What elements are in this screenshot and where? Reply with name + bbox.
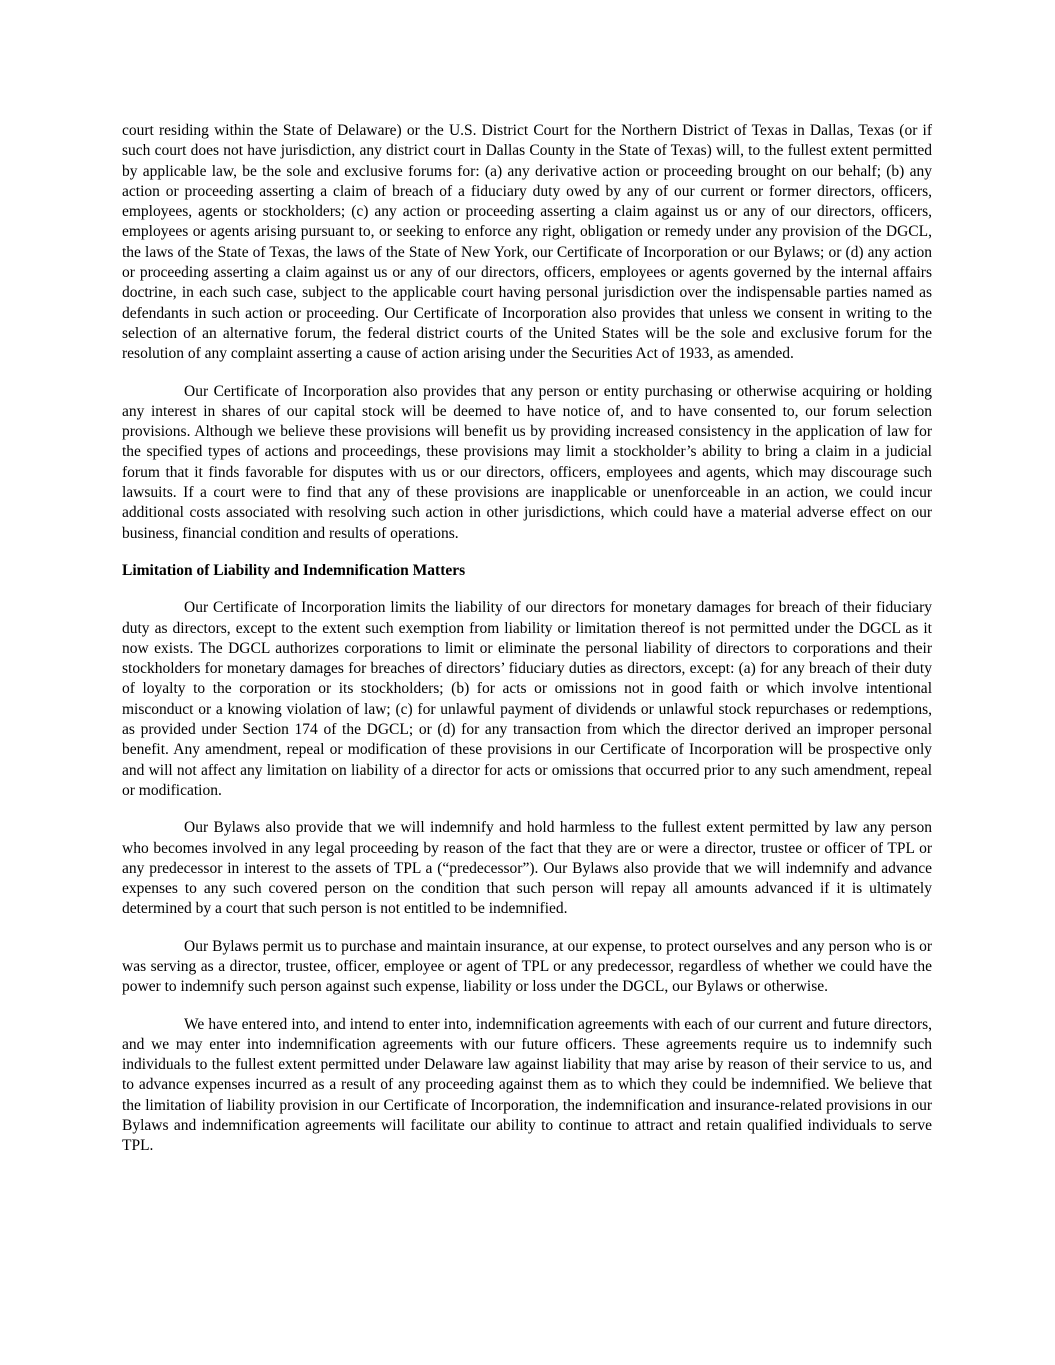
paragraph-director-liability-limits: Our Certificate of Incorporation limits the liability of our directors for monetary damages for breach of their fiduciary duty as directors, except to the extent such exemption from liability or limitation thereof is not permitted under the DGCL as it now exists. The DGCL authorizes corporations to limit or eliminate the personal liability of directors to corporations and their stockholders for monetary damages for breaches of directors’ fiduciary duties as directors, except: (a) for any breach of their duty of loyalty to the corporation or its stockholders; (b) for acts or omissions not in good faith or which involve intentional misconduct or a knowing violation of law; (c) for unlawful payment of dividends or unlawful stock repurchases or redemptions, as provided under Section 174 of the DGCL; or (d) for any transaction from which the director derived an improper personal benefit. Any amendment, repeal or modification of these provisions in our Certificate of Incorporation will be prospective only and will not affect any limitation on liability of a director for acts or omissions that occurred prior to any such amendment, repeal or modification. (122, 599, 932, 799)
paragraph-forum-selection-continuation: court residing within the State of Delaware) or the U.S. District Court for the Northern District of Texas in Dallas, Texas (or if such court does not have jurisdiction, any district court in Dallas County in the State of Texas) will, to the fullest extent permitted by applicable law, be the sole and exclusive forums for: (a) any derivative action or proceeding brought on our behalf; (b) any action or proceeding asserting a claim of breach of a fiduciary duty owed by any of our current or former directors, officers, employees, agents or stockholders; (c) any action or proceeding asserting a claim against us or any of our directors, officers, employees or agents arising pursuant to, or seeking to enforce any right, obligation or remedy under any provision of the DGCL, the laws of the State of Texas, the laws of the State of New York, our Certificate of Incorporation or our Bylaws; or (d) any action or proceeding asserting a claim against us or any of our directors, officers, employees or agents governed by the internal affairs doctrine, in each such case, subject to the applicable court having personal jurisdiction over the indispensable parties named as defendants in such action or proceeding. Our Certificate of Incorporation also provides that unless we consent in writing to the selection of an alternative forum, the federal district courts of the United States will be the sole and exclusive forum for the resolution of any complaint asserting a cause of action arising under the Securities Act of 1933, as amended. (122, 122, 932, 363)
paragraph-bylaws-indemnification: Our Bylaws also provide that we will indemnify and hold harmless to the fullest extent permitted by law any person who becomes involved in any legal proceeding by reason of the fact that they are or were a director, trustee or officer of TPL or any predecessor in interest to the assets of TPL a (“predecessor”). Our Bylaws also provide that we will indemnify and advance expenses to any such covered person on the condition that such person will repay all amounts advanced if it is ultimately determined by a court that such person is not entitled to be indemnified. (122, 819, 932, 918)
paragraph-indemnification-agreements: We have entered into, and intend to enter into, indemnification agreements with each of our current and future directors, and we may enter into indemnification agreements with our future officers. These agreements require us to indemnify such individuals to the fullest extent permitted under Delaware law against liability that may arise by reason of their service to us, and to advance expenses incurred as a result of any proceeding against them as to which they could be indemnified. We believe that the limitation of liability provision in our Certificate of Incorporation, the indemnification and insurance-related provisions in our Bylaws and indemnification agreements will facilitate our ability to continue to attract and retain qualified individuals to serve TPL. (122, 1015, 932, 1155)
paragraph-forum-selection-notice: Our Certificate of Incorporation also provides that any person or entity purchasing or otherwise acquiring or holding any interest in shares of our capital stock will be deemed to have notice of, and to have consented to, our forum selection provisions. Although we believe these provisions will benefit us by providing increased consistency in the application of law for the specified types of actions and proceedings, these provisions may limit a stockholder’s ability to bring a claim in a judicial forum that it finds favorable for disputes with us or our directors, officers, employees and agents, which may discourage such lawsuits. If a court were to find that any of these provisions are inapplicable or unenforceable in an action, we could incur additional costs associated with resolving such action in other jurisdictions, which could have a material adverse effect on our business, financial condition and results of operations. (122, 382, 932, 542)
section-heading-limitation-of-liability: Limitation of Liability and Indemnification Matters (122, 561, 466, 579)
paragraph-bylaws-insurance: Our Bylaws permit us to purchase and maintain insurance, at our expense, to protect ourselves and any person who is or was serving as a director, trustee, officer, employee or agent of TPL or any predecessor, regardless of whether we could have the power to indemnify such person against such expense, liability or loss under the DGCL, our Bylaws or otherwise. (122, 937, 932, 996)
